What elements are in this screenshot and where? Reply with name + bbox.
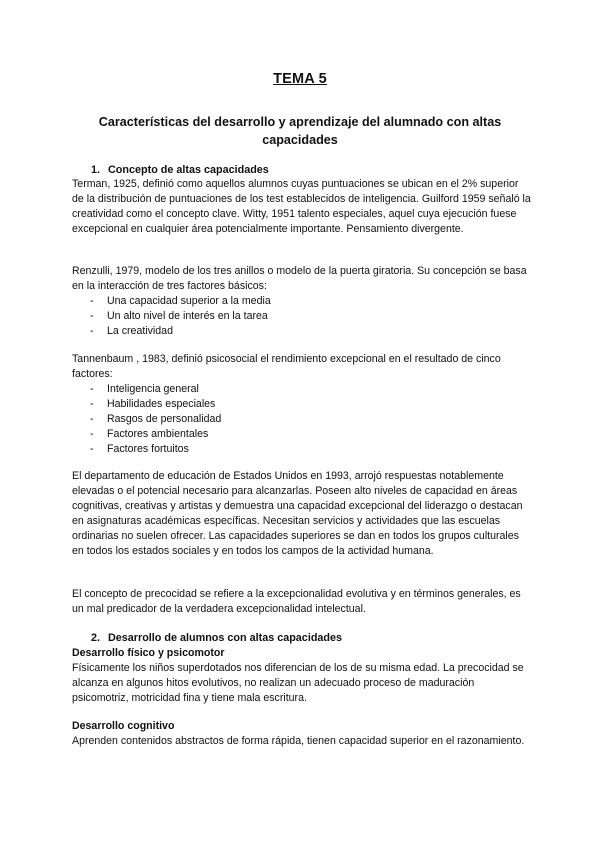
subheading-desarrollo-fisico: Desarrollo físico y psicomotor (72, 647, 225, 659)
paragraph-renzulli: Renzulli, 1979, modelo de los tres anillos o modelo de la puerta giratoria. Su concepción se basa en la interacción de tres factores básicos: (72, 265, 527, 292)
tannenbaum-factors-list (72, 382, 221, 457)
list-item: - Factores ambientales (90, 428, 209, 440)
list-item: - Inteligencia general (90, 383, 199, 395)
section-1-heading (91, 163, 269, 178)
paragraph-tannenbaum: Tannenbaum , 1983, definió psicosocial el rendimiento excepcional en el resultado de cinco factores: (72, 353, 501, 380)
paragraph-us-department: El departamento de educación de Estados Unidos en 1993, arrojó respuestas notablemente elevadas o el potencial necesario para alcanzarlas. Poseen alto niveles de capacidad en áreas cognitivas, creativas y artistas y demuestra una capacidad excepcional del liderazgo o destacan en asignaturas académicas específicas. Necesitan servicios y actividades que las escuelas ordinarias no suelen ofrecer. Las capacidades superiores se dan en todos los grupos culturales en todos los estados sociales y en todos los campos de la actividad humana. (72, 470, 523, 557)
paragraph-desarrollo-cognitivo: Aprenden contenidos abstractos de forma rápida, tienen capacidad superior en el razonamiento. (72, 735, 525, 747)
subheading-desarrollo-cognitivo: Desarrollo cognitivo (72, 720, 175, 732)
document-title: TEMA 5 (273, 71, 327, 87)
paragraph-precocidad: El concepto de precocidad se refiere a la excepcionalidad evolutiva y en términos generales, es un mal predicador de la verdadera excepcionalidad intelectual. (72, 588, 521, 615)
list-item: - Rasgos de personalidad (90, 413, 222, 425)
section-2-title: Desarrollo de alumnos con altas capacidades (108, 632, 343, 644)
list-item: - Factores fortuitos (90, 443, 189, 455)
section-2-heading (91, 631, 342, 646)
paragraph-desarrollo-fisico: Físicamente los niños superdotados nos diferencian de los de su misma edad. La precocidad se alcanza en algunos hitos evolutivos, no realizan un adecuado proceso de maduración psicomotriz, motricidad fina y tiene mala escritura. (72, 662, 524, 704)
paragraph-terman: Terman, 1925, definió como aquellos alumnos cuyas puntuaciones se ubican en el 2% superior de la distribución de puntuaciones de los test establecidos de inteligencia. Guilford 1959 señaló la creatividad como el concepto clave. Witty, 1951 talento especiales, aquel cuya ejecución fuese excepcional en cualquier área potencialmente importante. Pensamiento divergente. (72, 178, 531, 235)
list-item: - Habilidades especiales (90, 398, 216, 410)
renzulli-factors-list (72, 294, 271, 339)
section-1-title: Concepto de altas capacidades (108, 164, 269, 176)
document-subtitle: Características del desarrollo y aprendizaje del alumnado con altas capacidades (98, 115, 502, 147)
list-item: - La creatividad (90, 325, 173, 337)
list-item: - Una capacidad superior a la media (90, 295, 271, 307)
list-item: - Un alto nivel de interés en la tarea (90, 310, 268, 322)
section-1-number: 1. (91, 164, 101, 176)
section-2-number: 2. (91, 632, 101, 644)
